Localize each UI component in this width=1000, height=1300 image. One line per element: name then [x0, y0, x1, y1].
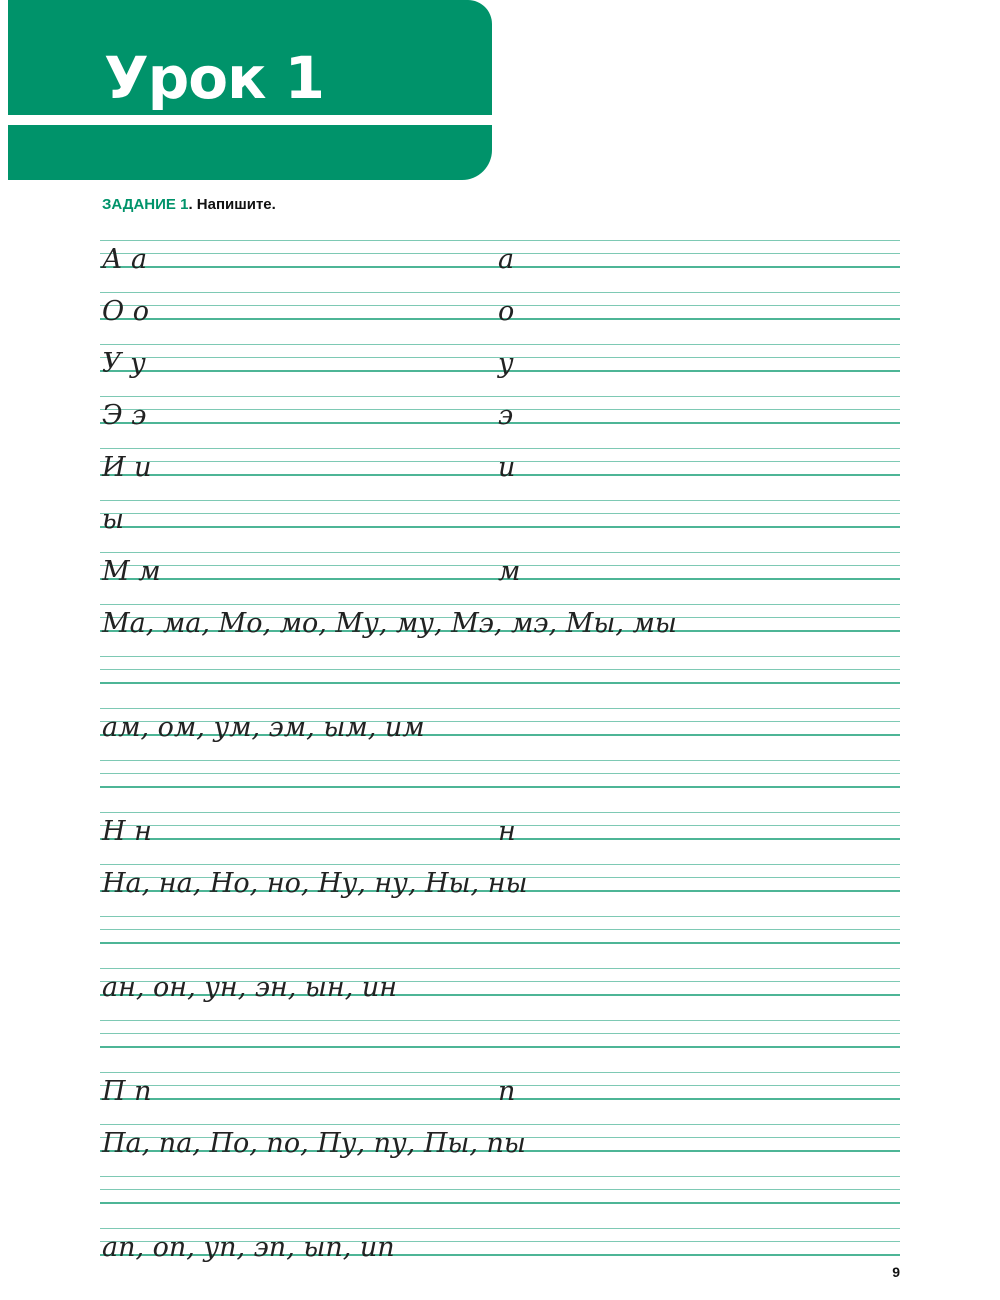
writing-line[interactable]	[100, 292, 900, 327]
lesson-header-band	[8, 0, 492, 180]
sample-left: П п	[102, 1076, 152, 1107]
writing-line[interactable]	[100, 864, 900, 899]
sample-right: и	[498, 452, 516, 483]
ruled-line	[100, 448, 900, 449]
ruled-line	[100, 669, 900, 670]
lesson-title: Урок 1	[104, 44, 324, 112]
sample-right: п	[498, 1076, 516, 1107]
sample-left: У у	[102, 348, 146, 379]
ruled-line	[100, 812, 900, 813]
writing-line[interactable]	[100, 1124, 900, 1159]
sample-right: у	[498, 348, 514, 379]
writing-line[interactable]	[100, 240, 900, 275]
ruled-line	[100, 760, 900, 761]
sample-left: О о	[102, 296, 149, 327]
task-label: ЗАДАНИЕ 1	[102, 196, 189, 213]
ruled-line	[100, 526, 900, 528]
ruled-line	[100, 864, 900, 865]
writing-line[interactable]	[100, 708, 900, 743]
writing-line[interactable]	[100, 812, 900, 847]
task-heading	[102, 196, 276, 213]
ruled-line	[100, 942, 900, 944]
sample-left: ы	[102, 504, 124, 535]
writing-line[interactable]	[100, 1176, 900, 1202]
sample-left: М м	[102, 556, 161, 587]
ruled-line	[100, 708, 900, 709]
sample-left: Па, па, По, по, Пу, пу, Пы, пы	[102, 1128, 526, 1159]
ruled-line	[100, 240, 900, 241]
ruled-line	[100, 604, 900, 605]
writing-line[interactable]	[100, 916, 900, 942]
ruled-line	[100, 1202, 900, 1204]
header-stripe	[8, 115, 492, 125]
ruled-line	[100, 292, 900, 293]
ruled-line	[100, 513, 900, 514]
ruled-line	[100, 916, 900, 917]
sample-left: ам, ом, ум, эм, ым, им	[102, 712, 425, 743]
sample-left: А а	[102, 244, 148, 275]
sample-right: м	[498, 556, 521, 587]
sample-left: На, на, Но, но, Ну, ну, Ны, ны	[102, 868, 528, 899]
ruled-line	[100, 1072, 900, 1073]
ruled-line	[100, 1020, 900, 1021]
writing-line[interactable]	[100, 344, 900, 379]
ruled-line	[100, 1228, 900, 1229]
sample-left: ан, он, ун, эн, ын, ин	[102, 972, 398, 1003]
writing-line[interactable]	[100, 656, 900, 682]
sample-left: Э э	[102, 400, 147, 431]
sample-left: Н н	[102, 816, 152, 847]
sample-left: И и	[102, 452, 152, 483]
writing-line[interactable]	[100, 1072, 900, 1107]
ruled-line	[100, 773, 900, 774]
writing-line[interactable]	[100, 1228, 900, 1263]
ruled-line	[100, 682, 900, 684]
writing-line[interactable]	[100, 968, 900, 1003]
ruled-line	[100, 1124, 900, 1125]
ruled-line	[100, 1033, 900, 1034]
sample-left: ап, оп, уп, эп, ып, ип	[102, 1232, 395, 1263]
ruled-line	[100, 1046, 900, 1048]
ruled-line	[100, 1189, 900, 1190]
sample-right: э	[498, 400, 514, 431]
writing-line[interactable]	[100, 500, 900, 535]
writing-line[interactable]	[100, 448, 900, 483]
sample-right: н	[498, 816, 516, 847]
ruled-line	[100, 552, 900, 553]
writing-line[interactable]	[100, 760, 900, 786]
ruled-line	[100, 396, 900, 397]
page-number: 9	[892, 1264, 900, 1280]
writing-line[interactable]	[100, 604, 900, 639]
ruled-line	[100, 786, 900, 788]
ruled-line	[100, 500, 900, 501]
sample-right: а	[498, 244, 515, 275]
writing-line[interactable]	[100, 396, 900, 431]
task-instruction: . Напишите.	[188, 196, 276, 213]
ruled-line	[100, 344, 900, 345]
sample-left: Ма, ма, Мо, мо, Му, му, Мэ, мэ, Мы, мы	[102, 608, 677, 639]
ruled-line	[100, 929, 900, 930]
sample-right: о	[498, 296, 515, 327]
writing-line[interactable]	[100, 1020, 900, 1046]
ruled-line	[100, 1176, 900, 1177]
ruled-line	[100, 656, 900, 657]
ruled-line	[100, 968, 900, 969]
writing-line[interactable]	[100, 552, 900, 587]
